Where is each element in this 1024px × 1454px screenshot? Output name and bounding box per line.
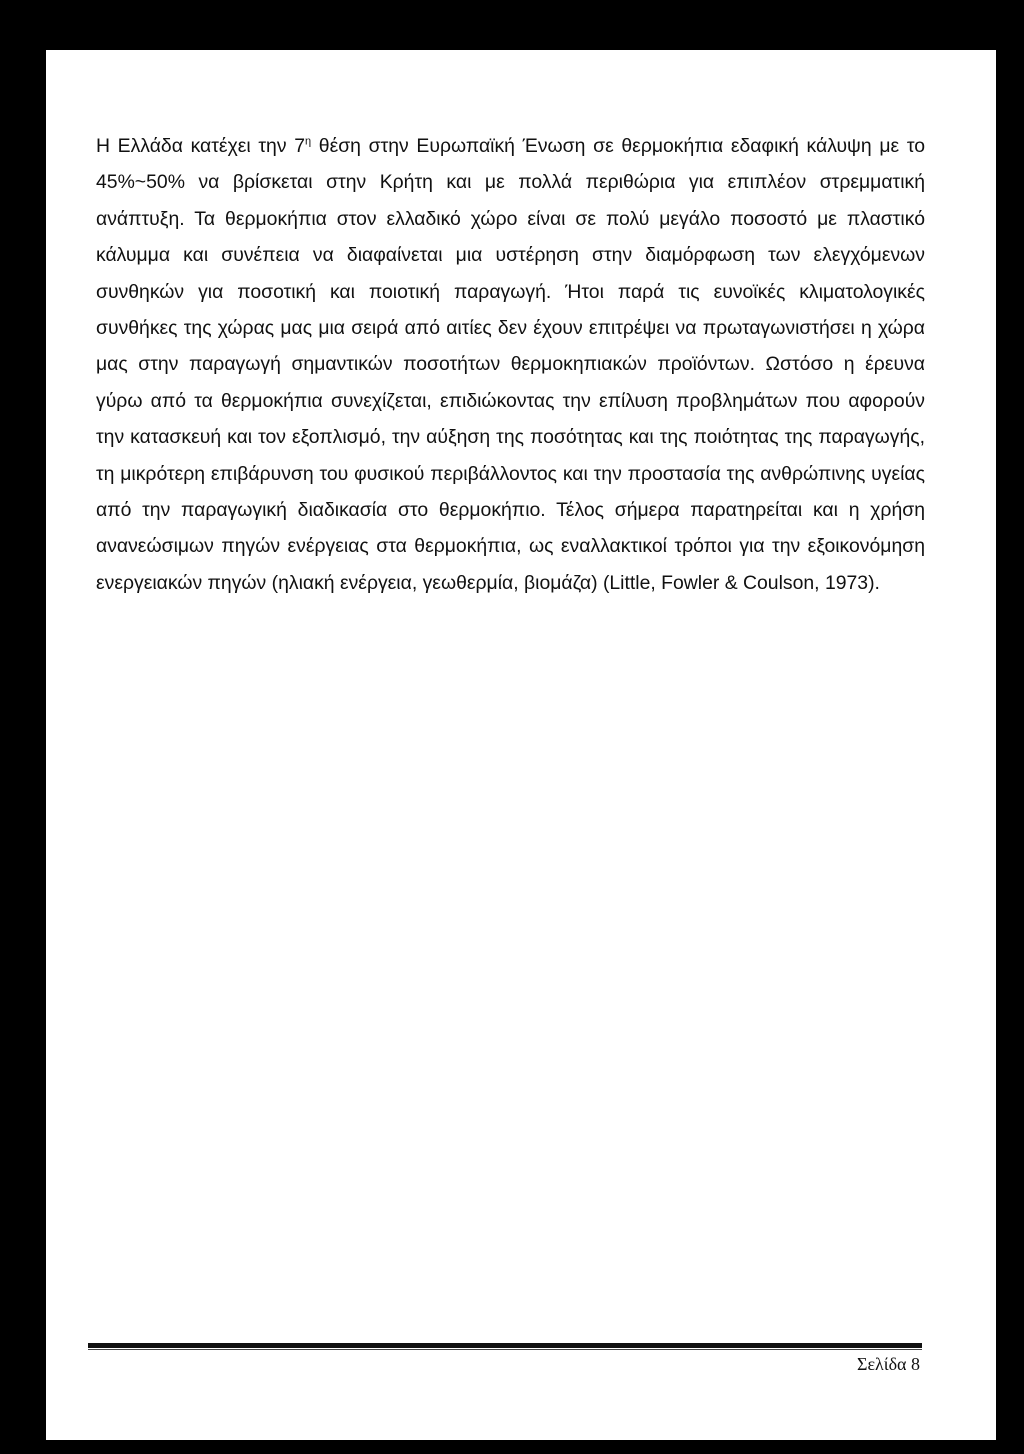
ordinal-superscript: η — [304, 135, 312, 148]
document-page — [46, 50, 996, 1440]
footer-rule — [88, 1343, 922, 1348]
page-number: Σελίδα 8 — [856, 1354, 920, 1374]
body-paragraph — [96, 128, 925, 601]
paragraph-text-rest: θέση στην Ευρωπαϊκή Ένωση σε θερμοκήπια εδαφική κάλυψη με το 45%~50% να βρίσκεται στην Κρήτη και με πολλά περιθώρια για επιπλέον στρεμματική ανάπτυξη. Τα θερμοκήπια στον ελλαδικό χώρο είναι σε πολύ μεγάλο ποσοστό με πλαστικό κάλυμμα και συνέπεια να διαφαίνεται μια υστέρηση στην διαμόρφωση των ελεγχόμενων συνθηκών για ποσοτική και ποιοτική παραγωγή. Ήτοι παρά τις ευνοϊκές κλιματολογικές συνθήκες της χώρας μας μια σειρά από αιτίες δεν έχουν επιτρέψει να πρωταγωνιστήσει η χώρα μας στην παραγωγή σημαντικών ποσοτήτων θερμοκηπιακών προϊόντων. Ωστόσο η έρευνα γύρω από τα θερμοκήπια συνεχίζεται, επιδιώκοντας την επίλυση προβλημάτων που αφορούν την κατασκευή και τον εξοπλισμό, την αύξηση της ποσότητας και της ποιότητας της παραγωγής, τη μικρότερη επιβάρυνση του φυσικού περιβάλλοντος και την προστασία της ανθρώπινης υγείας από την παραγωγική διαδικασία στο θερμοκήπιο. Τέλος σήμερα παρατηρείται και η χρήση ανανεώσιμων πηγών ενέργειας στα θερμοκήπια, ως εναλλακτικοί τρόποι για την εξοικονόμηση ενεργειακών πηγών (ηλιακή ενέργεια, γεωθερμία, βιομάζα) (Little, Fowler & Coulson, 1973). — [96, 135, 925, 594]
paragraph-text-start: Η Ελλάδα κατέχει την 7 — [96, 135, 305, 157]
